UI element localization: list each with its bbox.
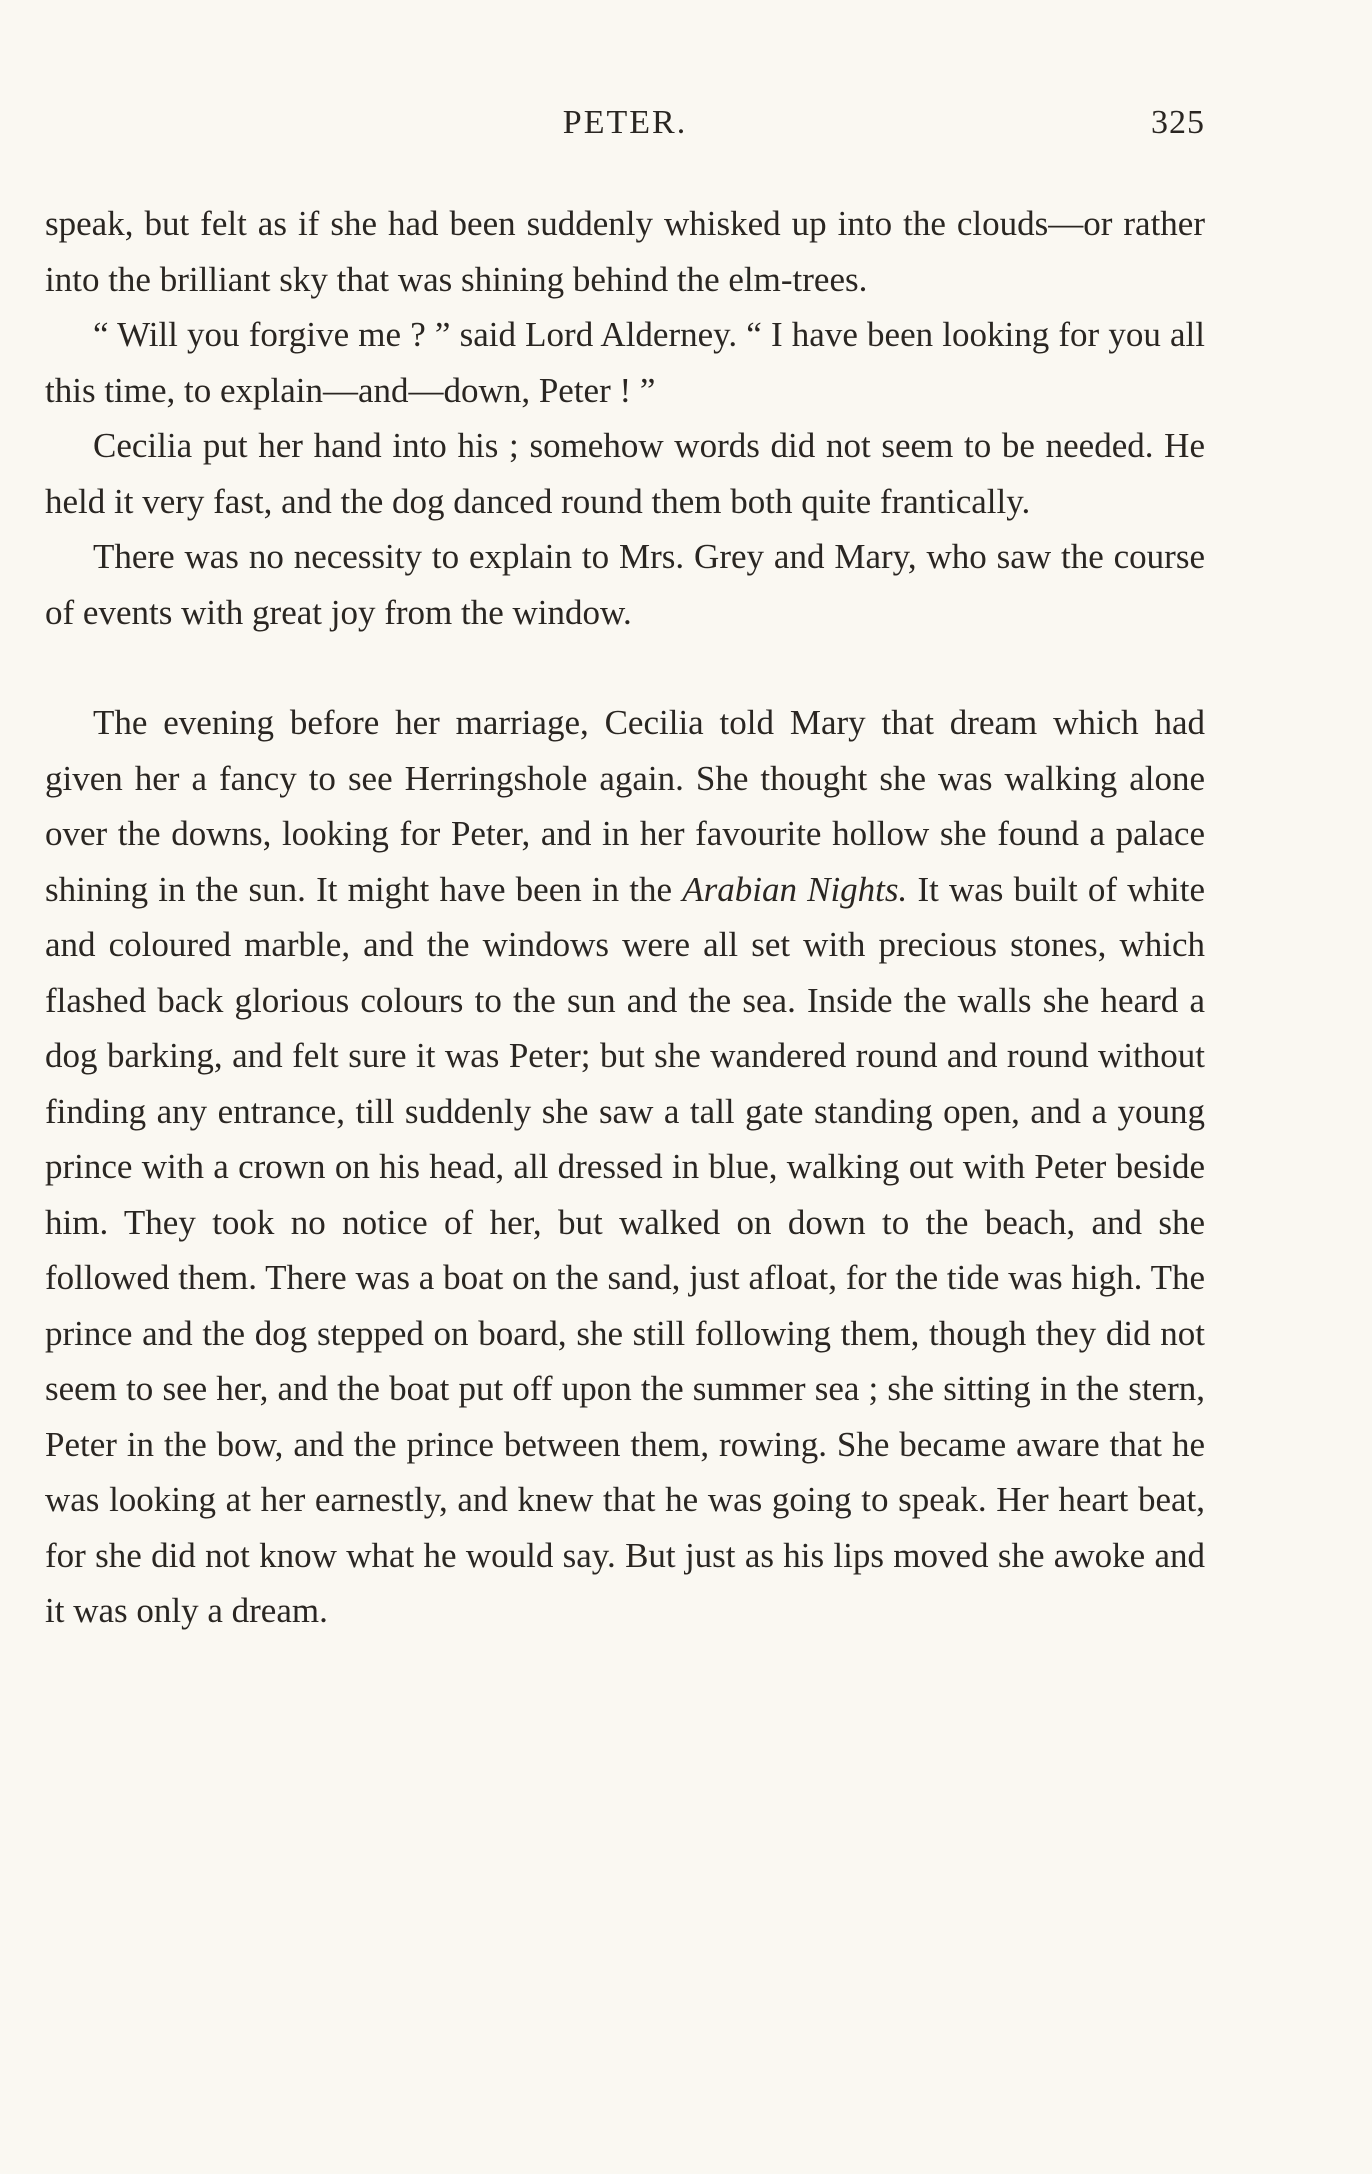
paragraph-no-necessity: There was no necessity to explain to Mrs. Grey and Mary, who saw the course of events with great joy from the window. (45, 537, 1205, 632)
paragraph-continued: speak, but felt as if she had been suddenly whisked up into the clouds—or rather into the brilliant sky that was shining behind the elm-trees. (45, 204, 1205, 299)
dream-text-before: The evening before her marriage, Cecilia told Mary that dream which had given her a fancy to see Herringshole again. She thought she was walking alone over the downs, looking for Peter, and in her favourite hollow she found a palace shining in the sun. It might have been in the (45, 703, 1205, 909)
running-title: PETER. (562, 104, 688, 141)
paragraph-dream (45, 695, 1205, 1639)
paragraph-cecilia-hand: Cecilia put her hand into his ; somehow words did not seem to be needed. He held it very fast, and the dog danced round them both quite frantically. (45, 426, 1205, 521)
page-number: 325 (1151, 104, 1205, 141)
paragraph-dialogue: “ Will you forgive me ? ” said Lord Alderney. “ I have been looking for you all this time, to explain—and—down, Peter ! ” (45, 315, 1205, 410)
book-title-italic: Arabian Nights. (682, 869, 908, 909)
running-head (45, 104, 1205, 148)
dream-text-after: It was built of white and coloured marble, and the windows were all set with precious stones, which flashed back glorious colours to the sun and the sea. Inside the walls she heard a dog barking, and felt sure it was Peter; but she wandered round and round without finding any entrance, till suddenly she saw a tall gate standing open, and a young prince with a crown on his head, all dressed in blue, walking out with Peter beside him. They took no notice of her, but walked on down to the beach, and she followed them. There was a boat on the sand, just afloat, for the tide was high. The prince and the dog stepped on board, she still following them, though they did not seem to see her, and the boat put off upon the summer sea ; she sitting in the stern, Peter in the bow, and the prince between them, rowing. She became aware that he was looking at her earnestly, and knew that he was going to speak. Her heart beat, for she did not know what he would say. But just as his lips moved she awoke and it was only a dream. (45, 869, 1205, 1630)
section-break (45, 640, 1205, 695)
body-text (45, 196, 1205, 1639)
